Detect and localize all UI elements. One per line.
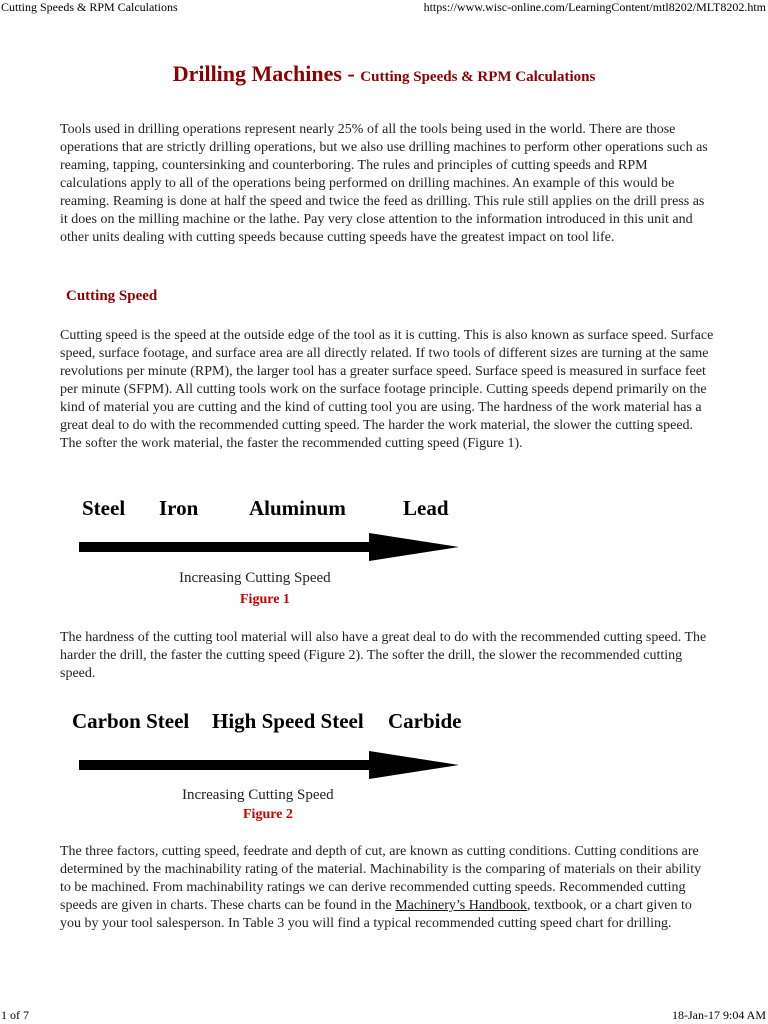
figure-1-caption: Figure 1 xyxy=(240,592,290,607)
figure-2-label-high-speed-steel: High Speed Steel xyxy=(212,709,364,733)
figure-1-arrow xyxy=(0,490,768,620)
page-title-sub: Cutting Speeds & RPM Calculations xyxy=(360,69,596,85)
figure-1-label-lead: Lead xyxy=(403,496,449,520)
section-heading-cutting-speed: Cutting Speed xyxy=(66,288,158,304)
figure-2-label-carbon-steel: Carbon Steel xyxy=(72,709,190,733)
page-count: 1 of 7 xyxy=(1,1008,29,1022)
cutting-conditions-text-after: , textbook, or a chart given to you by your tool salesperson. In Table 3 you will find a typical recommended cutting speed chart for drilling. xyxy=(60,898,692,931)
page-title-main: Drilling Machines - xyxy=(172,61,361,86)
figure-1-label-iron: Iron xyxy=(159,496,199,520)
browser-page-url: https://www.wisc-online.com/LearningContent/mtl8202/MLT8202.htm xyxy=(423,0,766,14)
figure-2-label-carbide: Carbide xyxy=(388,709,462,733)
figure-1-axis-text: Increasing Cutting Speed xyxy=(179,570,331,586)
figure-1-label-steel: Steel xyxy=(82,496,126,520)
cutting-speed-paragraph: Cutting speed is the speed at the outside edge of the tool as it is cutting. This is also known as surface speed. Surface speed, surface footage, and surface area are all directly related. If two tools of different sizes are turning at the same revolutions per minute (RPM), the larger tool has a greater surface speed. Surface speed is measured in surface feet per minute (SFPM). All cutting tools work on the surface footage principle. Cutting speeds depend primarily on the kind of material you are cutting and the kind of cutting tool you are using. The hardness of the work material has a great deal to do with the recommended cutting speed. The harder the work material, the slower the cutting speed. The softer the work material, the faster the recommended cutting speed (Figure 1). xyxy=(60,328,714,451)
hardness-paragraph: The hardness of the cutting tool material will also have a great deal to do with the recommended cutting speed. The harder the drill, the faster the cutting speed (Figure 2). The softer the drill, the slower the recommended cutting speed. xyxy=(60,630,707,681)
browser-page-title: Cutting Speeds & RPM Calculations xyxy=(1,0,178,14)
figure-2 xyxy=(0,705,768,835)
cutting-conditions-text-before: The three factors, cutting speed, feedrate and depth of cut, are known as cutting conditions. Cutting conditions are determined by the machinability rating of the material. Machinability is the comparing of materials on their ability to be machined. From machinability ratings we can derive recommended cutting speeds. Recommended cutting speeds are given in charts. These charts can be found in the xyxy=(60,844,702,913)
figure-2-caption: Figure 2 xyxy=(243,807,293,822)
figure-2-arrow xyxy=(0,705,768,835)
figure-2-axis-text: Increasing Cutting Speed xyxy=(182,787,334,803)
figure-1 xyxy=(0,490,768,620)
figure-1-label-aluminum: Aluminum xyxy=(249,496,346,520)
print-timestamp: 18-Jan-17 9:04 AM xyxy=(672,1008,766,1022)
page-title xyxy=(0,61,768,87)
intro-paragraph: Tools used in drilling operations represent nearly 25% of all the tools being used in the world. There are those operations that are strictly drilling operations, but we also use drilling machines to perform other operations such as reaming, tapping, countersinking and counterboring. The rules and principles of cutting speeds and RPM calculations apply to all of the operations being performed on drilling machines. An example of this would be reaming. Reaming is done at half the speed and twice the feed as drilling. This rule still applies on the drill press as it does on the milling machine or the lathe. Pay very close attention to the information introduced in this unit and other units dealing with cutting speeds because cutting speeds have the greatest impact on tool life. xyxy=(60,122,708,245)
cutting-conditions-paragraph xyxy=(60,843,714,933)
machinerys-handbook-link[interactable]: Machinery’s Handbook xyxy=(395,898,528,913)
